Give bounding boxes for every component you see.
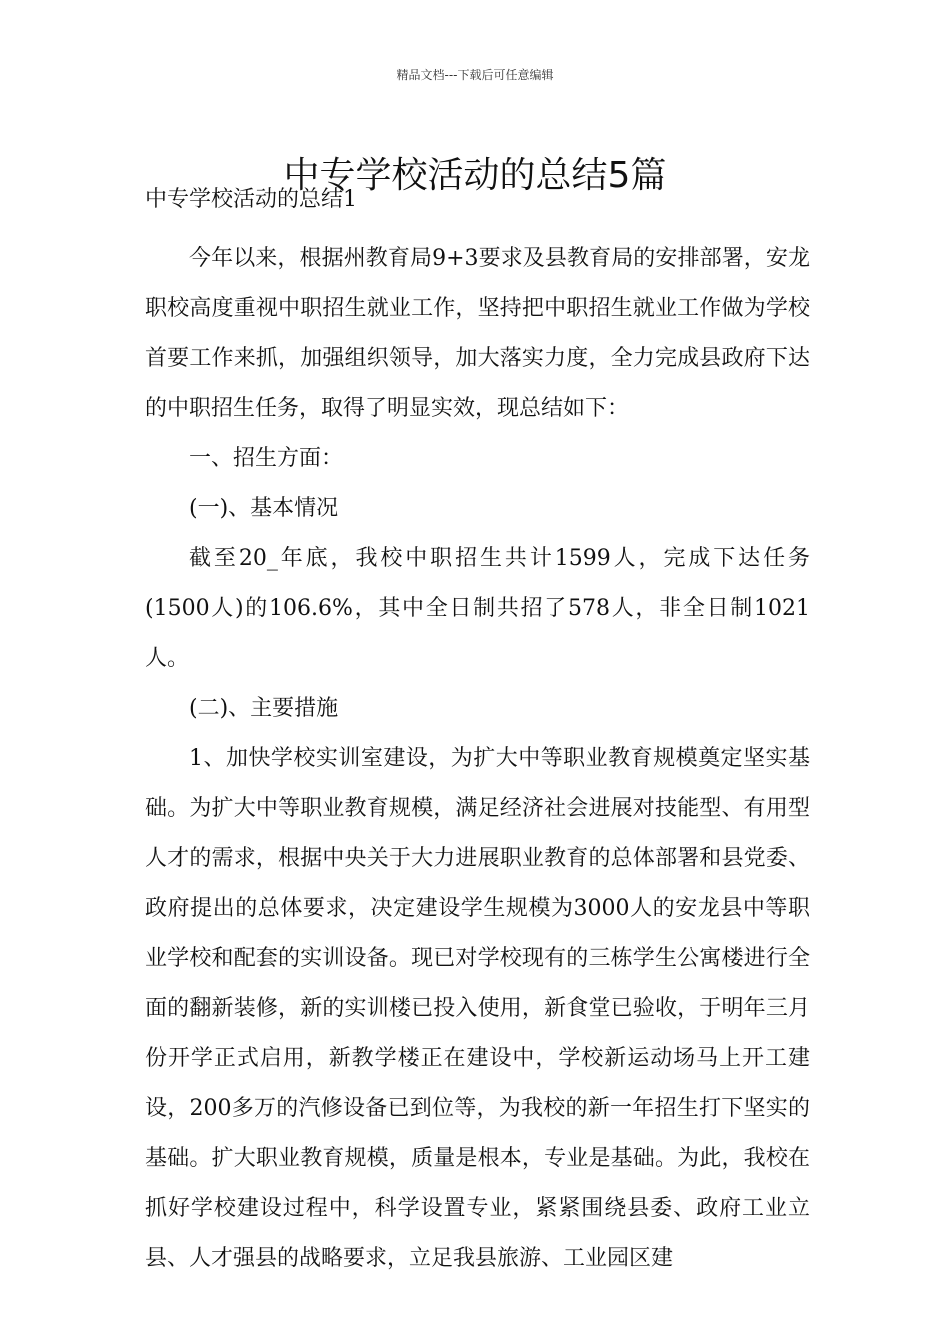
measure-1-paragraph: 1、加快学校实训室建设，为扩大中等职业教育规模奠定坚实基础。为扩大中等职业教育规模，满足经济社会进展对技能型、有用型人才的需求，根据中央关于大力进展职业教育的总体部署和县党委、政府提出的总体要求，决定建设学生规模为3000人的安龙县中等职业学校和配套的实训设备。现已对学校现有的三栋学生公寓楼进行全面的翻新装修，新的实训楼已投入使用，新食堂已验收，于明年三月份开学正式启用，新教学楼正在建设中，学校新运动场马上开工建设，200多万的汽修设备已到位等，为我校的新一年招生打下坚实的基础。扩大职业教育规模，质量是根本，专业是基础。为此，我校在抓好学校建设过程中，科学设置专业，紧紧围绕县委、政府工业立县、人才强县的战略要求，立足我县旅游、工业园区建: [145, 746, 810, 1271]
document-title: 中专学校活动的总结5篇: [283, 155, 667, 197]
document-body: [145, 234, 810, 1284]
header-note: 精品文档---下载后可任意编辑: [396, 68, 554, 82]
heading-enrollment: 一、招生方面：: [189, 446, 344, 471]
section-heading: 中专学校活动的总结1: [145, 187, 357, 212]
intro-paragraph: 今年以来，根据州教育局9+3要求及县教育局的安排部署，安龙职校高度重视中职招生就业工作，坚持把中职招生就业工作做为学校首要工作来抓，加强组织领导，加大落实力度，全力完成县政府下达的中职招生任务，取得了明显实效，现总结如下：: [145, 246, 810, 421]
heading-main-measures: (二)、主要措施: [189, 696, 339, 721]
heading-basic-situation: (一)、基本情况: [189, 496, 339, 521]
basic-situation-paragraph: 截至20_年底，我校中职招生共计1599人，完成下达任务(1500人)的106.6%，其中全日制共招了578人，非全日制1021人。: [145, 546, 810, 671]
